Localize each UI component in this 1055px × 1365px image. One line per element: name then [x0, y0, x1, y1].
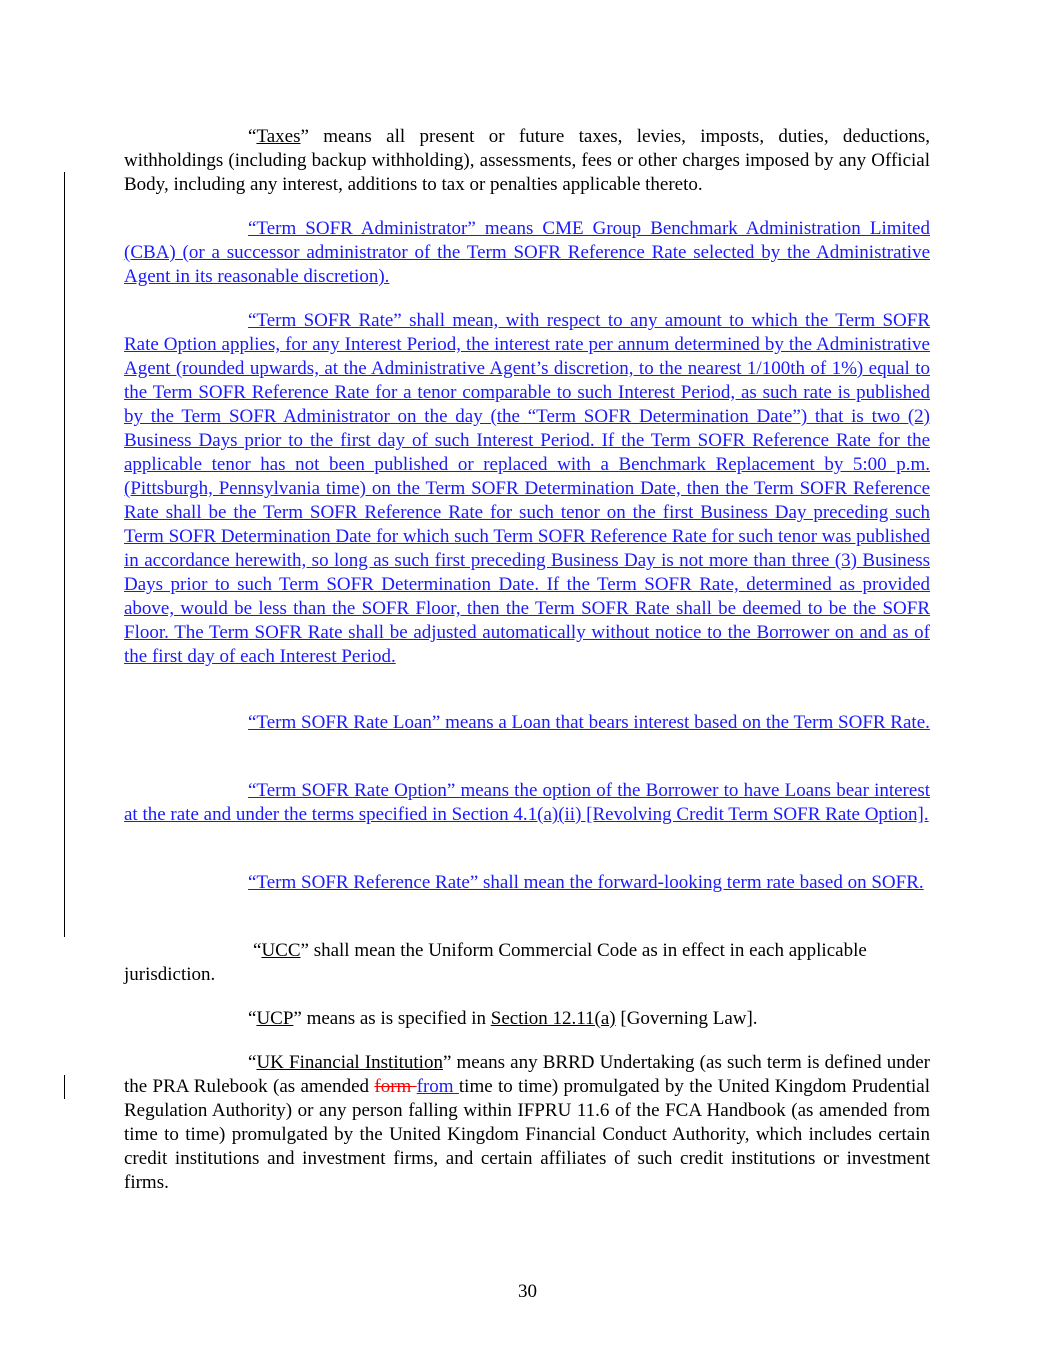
definition-taxes: “Taxes” means all present or future taxes, levies, imposts, duties, deductions, withholdings (including backup withholding), assessments, fees or other charges imposed by any Official Body, including any interest, additions to tax or penalties applicable thereto. — [124, 126, 930, 195]
definition-term-sofr-administrator: “Term SOFR Administrator” means CME Group Benchmark Administration Limited (CBA) (or a successor administrator of the Term SOFR Reference Rate selected by the Administrative Agent in its reasonable discretion). — [124, 218, 930, 287]
definition-term-sofr-rate: “Term SOFR Rate” shall mean, with respect to any amount to which the Term SOFR Rate Option applies, for any Interest Period, the interest rate per annum determined by the Administrative Agent (rounded upwards, at the Administrative Agent’s discretion, to the nearest 1/100th of 1%) equal to the Term SOFR Reference Rate for a tenor comparable to such Interest Period, as such rate is published by the Term SOFR Administrator on the day (the “Term SOFR Determination Date”) that is two (2) Business Days prior to the first day of such Interest Period. If the Term SOFR Reference Rate for the applicable tenor has not been published or replaced with a Benchmark Replacement by 5:00 p.m. (Pittsburgh, Pennsylvania time) on the Term SOFR Determination Date, then the Term SOFR Reference Rate shall be the Term SOFR Reference Rate for such tenor on the first Business Day preceding such Term SOFR Determination Date for which such Term SOFR Reference Rate for such tenor was published in accordance herewith, so long as such first preceding Business Day is not more than three (3) Business Days prior to such Term SOFR Determination Date. If the Term SOFR Rate, determined as provided above, would be less than the SOFR Floor, then the Term SOFR Rate shall be deemed to be the SOFR Floor. The Term SOFR Rate shall be adjusted automatically without notice to the Borrower on and as of the first day of each Interest Period. — [124, 310, 930, 667]
term-ucc: UCC — [261, 940, 301, 961]
definition-uk-financial-institution: “UK Financial Institution” means any BRRD Undertaking (as such term is defined under the PRA Rulebook (as amended form from time to time) promulgated by the United Kingdom Prudential Regulation Authority) or any person falling within IFPRU 11.6 of the FCA Handbook (as amended from time to time) promulgated by the United Kingdom Financial Conduct Authority, which includes certain credit institutions and investment firms, and certain affiliates of such credit institutions or investment firms. — [124, 1052, 930, 1193]
section-reference: Section 12.11(a) — [490, 1008, 616, 1029]
term-uk-financial-institution: UK Financial Institution — [256, 1052, 443, 1073]
inserted-text: from — [416, 1076, 459, 1097]
term-taxes: Taxes — [256, 126, 301, 147]
definition-term-sofr-rate-loan: “Term SOFR Rate Loan” means a Loan that bears interest based on the Term SOFR Rate. — [248, 712, 930, 733]
change-bar-sofr — [64, 172, 65, 937]
definition-ucc: “UCC” shall mean the Uniform Commercial Code as in effect in each applicable jurisdiction. — [124, 940, 867, 985]
term-ucp: UCP — [256, 1008, 294, 1029]
definition-term-sofr-reference-rate: “Term SOFR Reference Rate” shall mean the forward-looking term rate based on SOFR. — [248, 872, 924, 893]
definition-ucp: “UCP” means as is specified in Section 12.11(a) [Governing Law]. — [248, 1008, 758, 1029]
page-number: 30 — [518, 1281, 537, 1302]
definition-term-sofr-rate-option: “Term SOFR Rate Option” means the option of the Borrower to have Loans bear interest at the rate and under the terms specified in Section 4.1(a)(ii) [Revolving Credit Term SOFR Rate Option]. — [124, 780, 930, 825]
deleted-text: form — [374, 1076, 417, 1097]
change-bar-uk — [64, 1075, 65, 1099]
